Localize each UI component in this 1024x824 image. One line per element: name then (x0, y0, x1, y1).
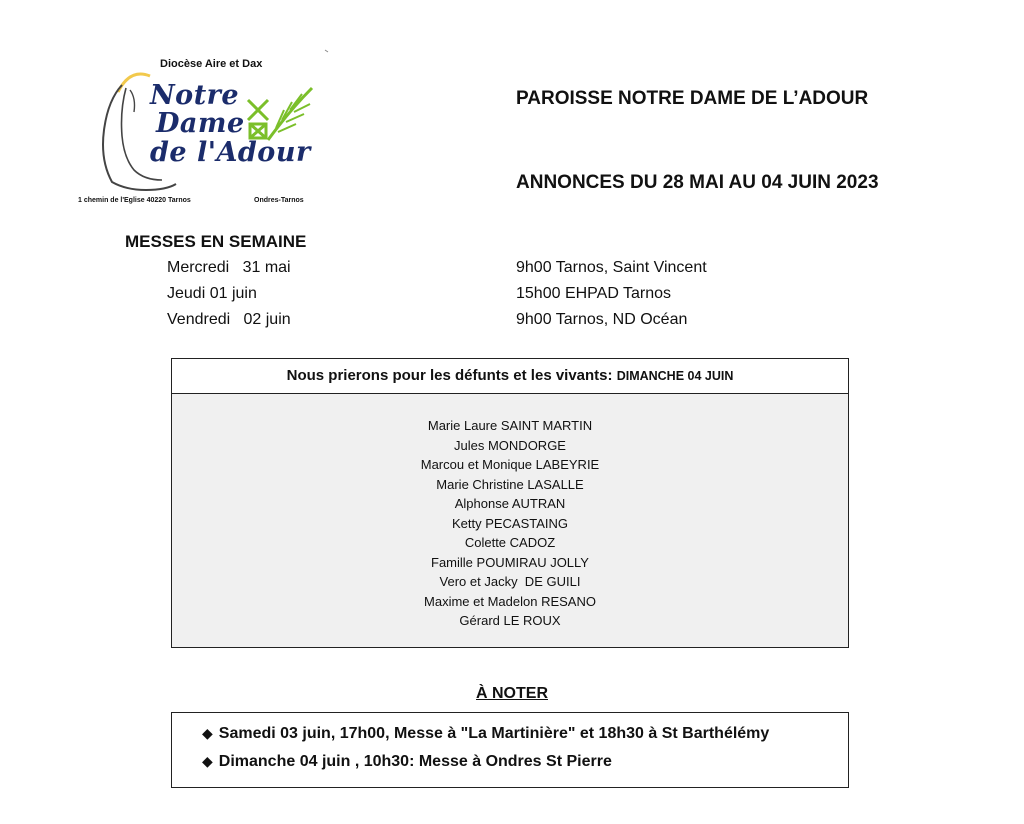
diamond-bullet-icon: ◆ (202, 753, 213, 769)
list-item: Jules MONDORGE (454, 437, 566, 453)
mass-detail: 9h00 Tarnos, ND Océan (516, 311, 688, 328)
list-item: Marie Laure SAINT MARTIN (427, 418, 593, 433)
prayer-intentions-box (171, 358, 849, 648)
mass-day: Jeudi 01 juin (167, 285, 257, 302)
weekday-masses-title: MESSES EN SEMAINE (125, 232, 307, 251)
list-item: Alphonse AUTRAN (454, 496, 566, 511)
note-text: Samedi 03 juin, 17h00, Messe à "La Martinière" et 18h30 à St Barthélémy (218, 725, 770, 742)
list-item: Marcou et Monique LABEYRIE (420, 457, 600, 472)
list-item: Colette CADOZ (464, 535, 556, 550)
note-item (202, 725, 769, 743)
mass-detail: 15h00 EHPAD Tarnos (516, 285, 672, 302)
prayer-header (172, 359, 848, 394)
logo-word-adour: de l'Adour (150, 137, 311, 168)
notes-box (171, 712, 849, 788)
list-item: Ketty PECASTAING (451, 515, 569, 531)
parish-title: PAROISSE NOTRE DAME DE L’ADOUR (516, 88, 869, 109)
note-text: Dimanche 04 juin , 10h30: Messe à Ondres St Pierre (218, 753, 612, 770)
logo-word-notre: Notre (150, 80, 240, 111)
list-item: Gérard LE ROUX (459, 613, 561, 628)
prayer-heading: Nous prierons pour les défunts et les vivants: (286, 367, 613, 384)
note-item (202, 753, 612, 771)
logo-word-dame: Dame (156, 108, 245, 139)
prayer-names-list (172, 416, 848, 631)
list-item: Famille POUMIRAU JOLLY (431, 554, 589, 570)
diamond-bullet-icon: ◆ (202, 725, 213, 741)
prayer-date: DIMANCHE 04 JUIN (616, 369, 734, 383)
notes-title: À NOTER (476, 685, 548, 702)
parish-towns: Ondres-Tarnos (254, 197, 304, 204)
parish-logo (70, 40, 345, 220)
list-item: Vero et Jacky DE GUILI (439, 574, 581, 589)
list-item: Marie Christine LASALLE (436, 476, 584, 492)
list-item: Maxime et Madelon RESANO (424, 593, 596, 609)
parish-address: 1 chemin de l'Eglise 40220 Tarnos (78, 197, 191, 204)
mass-detail: 9h00 Tarnos, Saint Vincent (516, 259, 707, 276)
mass-day: Mercredi 31 mai (167, 259, 291, 276)
announcements-title: ANNONCES DU 28 MAI AU 04 JUIN 2023 (516, 172, 879, 193)
mass-day: Vendredi 02 juin (167, 311, 291, 328)
diocese-name: Diocèse Aire et Dax (160, 58, 263, 70)
